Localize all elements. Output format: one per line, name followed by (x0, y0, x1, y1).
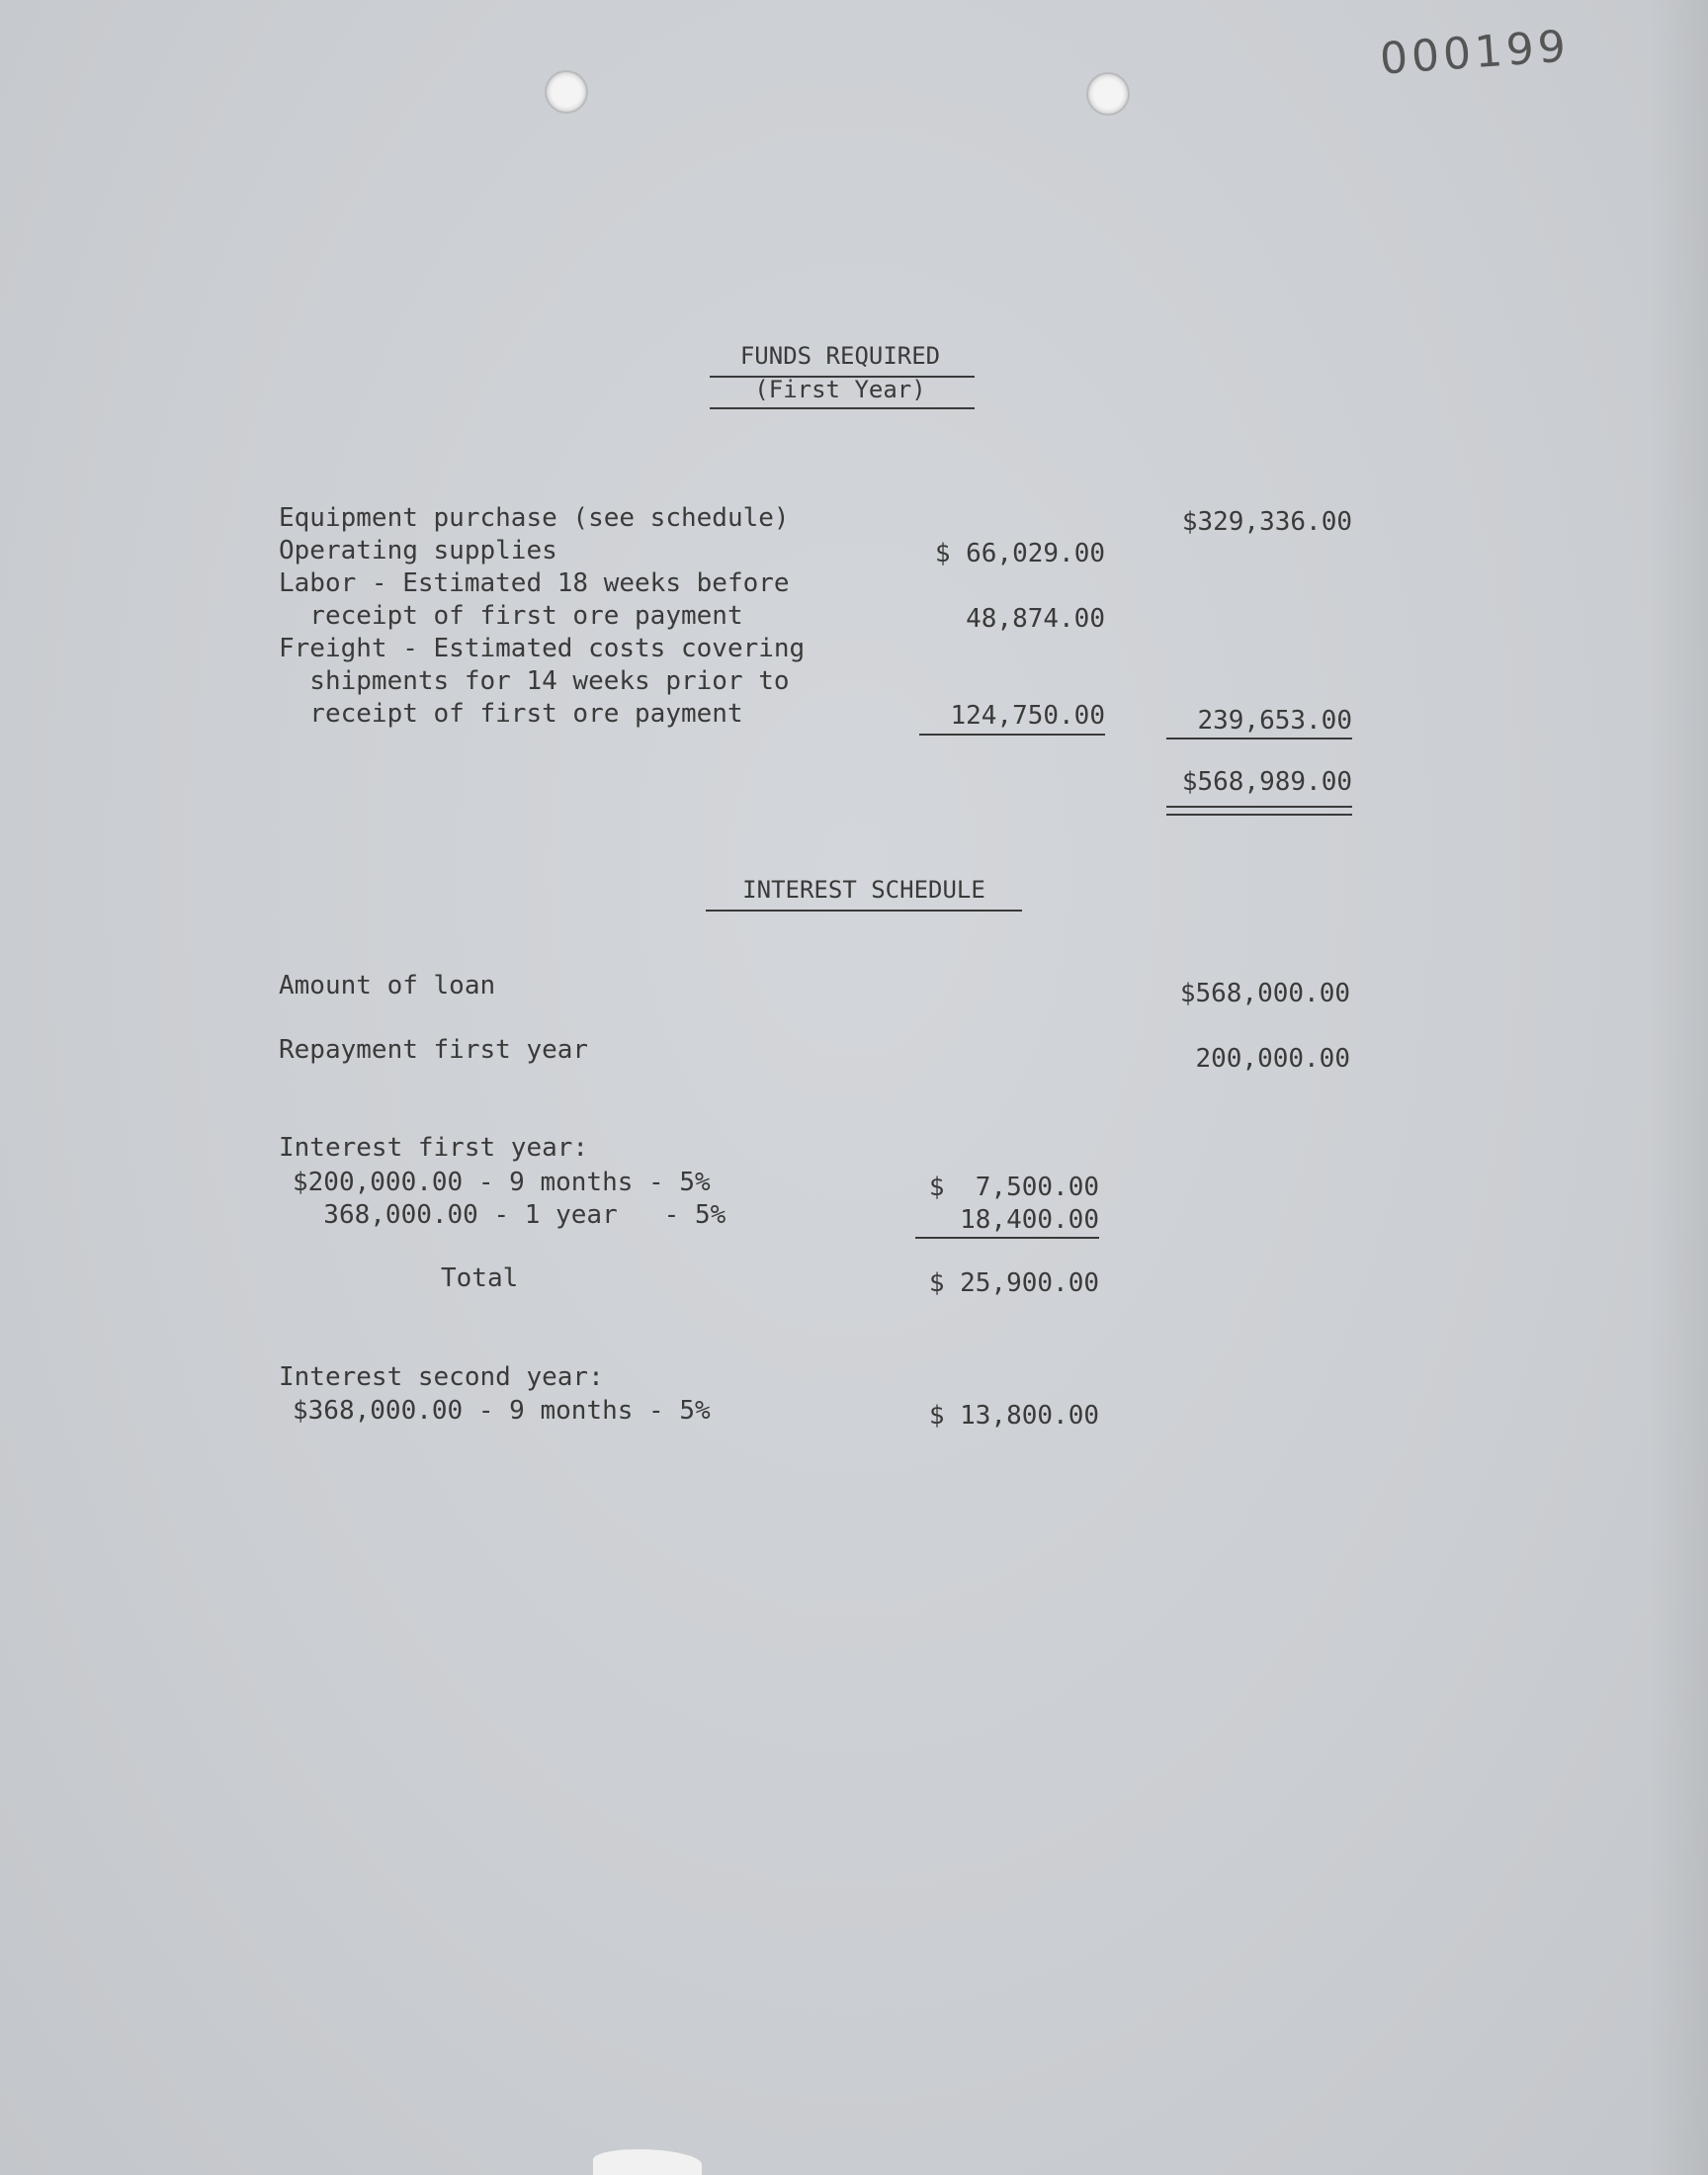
freight-amount: 124,750.00 (950, 701, 1105, 731)
repayment-amount: 200,000.00 (1195, 1044, 1350, 1074)
labor-label-line1: Labor - Estimated 18 weeks before (279, 568, 790, 598)
interest-title: INTEREST SCHEDULE (742, 876, 985, 904)
punch-hole-left (547, 72, 586, 112)
interest-first-line1: $200,000.00 - 9 months - 5% (293, 1168, 711, 1197)
labor-amount: 48,874.00 (966, 604, 1105, 634)
freight-label-line1: Freight - Estimated costs covering (279, 634, 806, 663)
interest-first-line2: 368,000.00 - 1 year - 5% (293, 1200, 726, 1230)
labor-label-line2: receipt of first ore payment (279, 601, 743, 631)
interest-first-year-label: Interest first year: (279, 1133, 589, 1163)
interest-second-year-label: Interest second year: (279, 1362, 604, 1392)
interest-first-amount2: 18,400.00 (960, 1205, 1099, 1235)
equipment-amount: $329,336.00 (1181, 507, 1352, 537)
interest-first-amount1: $ 7,500.00 (928, 1173, 1099, 1202)
interest-second-line1: $368,000.00 - 9 months - 5% (293, 1396, 711, 1426)
loan-amount: $568,000.00 (1179, 979, 1350, 1008)
interest-first-underline (915, 1237, 1099, 1239)
freight-label-line2: shipments for 14 weeks prior to (279, 666, 790, 696)
funds-total-double-underline (1166, 806, 1352, 816)
supplies-label: Operating supplies (279, 536, 557, 566)
funds-title: FUNDS REQUIRED (739, 342, 941, 370)
funds-subtitle-underline (710, 407, 975, 409)
equipment-label: Equipment purchase (see schedule) (279, 503, 790, 533)
loan-label: Amount of loan (279, 971, 496, 1000)
funds-subtitle: (First Year) (754, 376, 926, 403)
interest-second-amount: $ 13,800.00 (928, 1401, 1099, 1431)
supplies-amount: $ 66,029.00 (934, 539, 1105, 568)
freight-amount-underline (919, 734, 1105, 736)
funds-total-amount: $568,989.00 (1181, 767, 1352, 797)
interest-total-label: Total (441, 1263, 519, 1293)
interest-total-amount: $ 25,900.00 (928, 1268, 1099, 1298)
torn-edge (593, 2149, 702, 2175)
freight-label-line3: receipt of first ore payment (279, 699, 743, 729)
repayment-label: Repayment first year (279, 1035, 589, 1065)
interest-title-underline (706, 910, 1022, 912)
subtotal-amount: 239,653.00 (1197, 706, 1352, 736)
subtotal-underline (1166, 738, 1352, 740)
page-stamp-number: 000199 (1378, 21, 1572, 85)
punch-hole-right (1088, 74, 1128, 114)
page-edge-shadow (1649, 0, 1708, 2175)
